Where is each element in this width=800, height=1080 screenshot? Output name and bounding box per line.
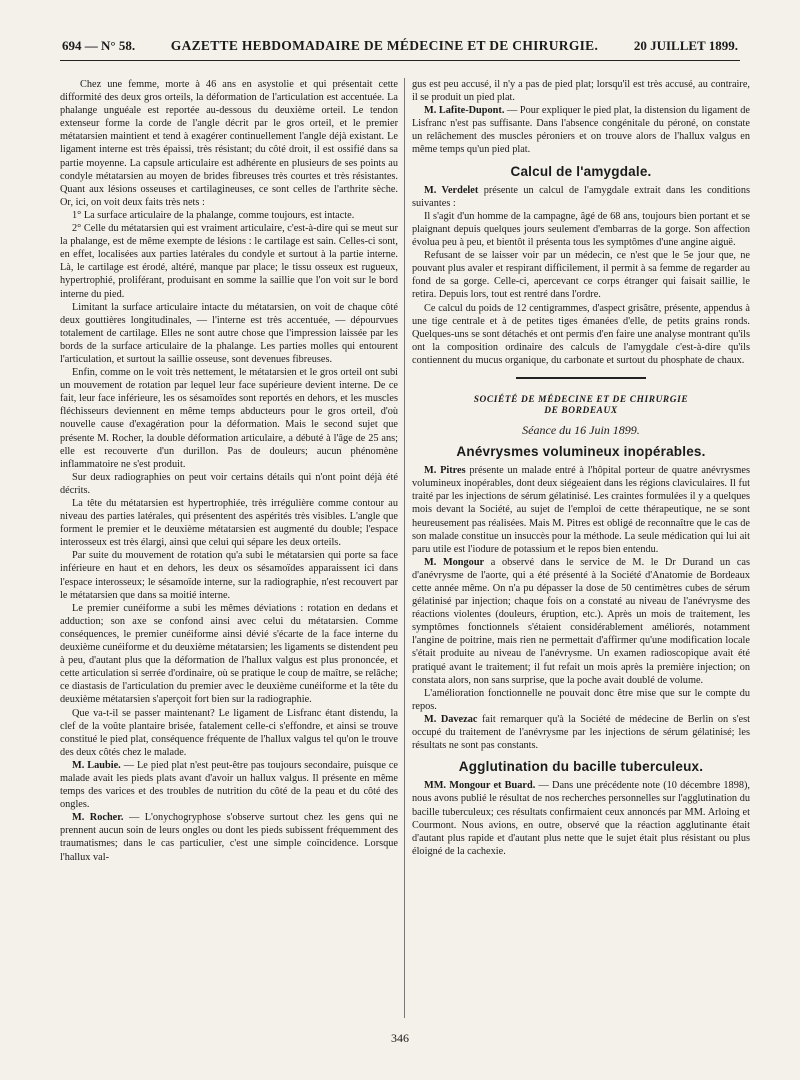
speaker-name: M. Davezac — [424, 713, 478, 725]
paragraph: Sur deux radiographies on peut voir certains détails qui n'ont point déjà été décrits. — [60, 471, 398, 496]
paragraph: 2° Celle du métatarsien qui est vraiment articulaire, c'est-à-dire qui se meut sur la phalange, est de même exempte de lésions : le cartilage est sain. Celles-ci sont, en effet, localisées aux parties latérales du condyle et surtout à la partie interne. Là, le cartilage est érodé, altéré, manque par place; le tissu osseux est rugueux, hypertrophié, proliférant, produisant en somme la saillie que l'on voit sur le bord interne du pied. — [60, 223, 398, 300]
paragraph: 1° La surface articulaire de la phalange, comme toujours, est intacte. — [72, 209, 355, 221]
paragraph: L'amélioration fonctionnelle ne pouvait donc être mise que sur le compte du repos. — [412, 687, 750, 712]
section-separator — [516, 377, 646, 379]
paragraph-text: présente un calcul de l'amygdale extrait dans les conditions suivantes : — [412, 184, 750, 209]
society-title-line: DE BORDEAUX — [544, 405, 618, 416]
section-heading: Anévrysmes volumineux inopérables. — [456, 444, 706, 460]
section-heading: Agglutination du bacille tuberculeux. — [458, 759, 704, 775]
speaker-name: M. Verdelet — [424, 184, 479, 196]
paragraph — [60, 759, 398, 811]
journal-title: GAZETTE HEBDOMADAIRE DE MÉDECINE ET DE CHIRURGIE. — [170, 38, 599, 53]
right-column — [412, 78, 750, 858]
paragraph — [60, 811, 398, 863]
page-number: 694 — N° 58. — [62, 38, 136, 53]
paragraph: La tête du métatarsien est hypertrophiée, très irrégulière comme contour au niveau des parties latérales, qui présentent des aspérités très visibles. L'angle que forment le premier et le deuxième métatarsien est augmenté du double; l'espace interosseux est très élargi, ainsi que celui qui sépare les deux orteils. — [60, 498, 398, 549]
paragraph: Que va-t-il se passer maintenant? Le ligament de Lisfranc étant distendu, la clef de la voûte plantaire brisée, fatalement celle-ci s'effondre, et ainsi se trouve constitué le pied plat, conséquence fréquente de l'hallux valgus tel qu'on le trouve des deux côtés chez le malade. — [60, 707, 398, 758]
paragraph: gus est peu accusé, il n'y a pas de pied plat; lorsqu'il est très accusé, au contraire, il se produit un pied plat. — [412, 79, 750, 104]
paragraph — [412, 184, 750, 210]
paragraph-text: — Le pied plat n'est peut-être pas toujours secondaire, puisque ce malade avait les pieds plats avant d'avoir un hallux valgus. Il présente en même temps des varices et des troubles de nutrition du côté de la peau et du côté des ongles. — [60, 759, 399, 811]
paragraph-text: — L'onychogryphose s'observe surtout chez les gens qui ne prennent aucun soin de leurs ongles ou dont les pieds subissent fréquemment des traumatismes; dans le cas particulier, c'est une simple coïncidence. Lorsque l'hallux val- — [60, 812, 398, 863]
paragraph-text: — Pour expliquer le pied plat, la distension du ligament de Lisfranc n'est pas suffisante. Dans l'absence congénitale du péroné, on constate un relâchement des muscles péroniers et on trouve alors de l'hallux valgus en même temps qu'un pied plat. — [412, 105, 750, 156]
society-title-line: SOCIÉTÉ DE MÉDECINE ET DE CHIRURGIE — [473, 394, 689, 405]
paragraph — [412, 713, 750, 752]
paragraph — [412, 779, 750, 858]
paragraph — [412, 464, 750, 556]
paragraph: Le premier cunéiforme a subi les mêmes déviations : rotation en dedans et adduction; son axe se confond ainsi avec celui du métatarsien. Comme conséquences, le premier cunéiforme ainsi dévié s'écarte de la face interne du deuxième cunéiforme et du deuxième métatarsien; les ligaments se distendent peu à peu, d'autant plus que la déformation de l'hallux valgus est plus prononcée, et cette articulation si serrée d'ordinaire, où se pratique le coup de maître, se relâche; ce diastasis de l'articulation du premier avec le deuxième cunéiforme et la tête du deuxième métatarsien s'aperçoit fort bien sur la radiographie. — [60, 602, 398, 706]
paragraph — [412, 104, 750, 156]
paragraph-text: — Dans une précédente note (10 décembre 1898), nous avons publié le résultat de nos recherches personnelles sur l'agglutination du bacille tuberculeux; ces résultats confirmaient ceux annoncés par MM. Arloing et Courmont. Nous avions, en outre, observé que la réaction agglutinante était d'autant plus rapide et d'autant plus nette que le sujet était plus résistant ou plus éloigné de la cachexie. — [412, 780, 750, 857]
paragraph: Ce calcul du poids de 12 centigrammes, d'aspect grisâtre, présente, appendus à une tige centrale et à de petites tiges émanées d'elle, de petits grains ronds. Quelques-uns se sont détachés et ont permis d'en faire une analyse montrant qu'ils ont la composition ordinaire des calculs de l'amygdale c'est-à-dire qu'ils contiennent du mucus organique, du carbonate et surtout du phosphate de chaux. — [412, 302, 750, 366]
paragraph: Chez une femme, morte à 46 ans en asystolie et qui présentait cette difformité des deux gros orteils, la déformation de l'articulation est accentuée. La phalange unguéale est reportée au-dessous du deuxième orteil. Le tendon extenseur forme la corde de l'angle décrit par le gros orteil, et le premier métatarsien maintient et tend à exagérer continuellement l'angle déjà existant. Le ligament interne est très épaissi, très résistant; du côté droit, il est ossifié dans sa partie moyenne. La capsule articulaire est adhérente en plusieurs de ses points au condyle métatarsien au moyen de brides fibreuses très courtes et très résistantes. Quant aux lésions osseuses et cartilagineuses, ce sont celles de l'arthrite sèche. Or, ici, on voit deux faits très nets : — [60, 79, 398, 208]
folio-number: 346 — [391, 1031, 409, 1045]
speaker-name: M. Rocher. — [72, 812, 124, 824]
paragraph: Refusant de se laisser voir par un médecin, ce n'est que le 5e jour que, ne pouvant plus avaler et respirant difficilement, il permit à sa femme de regarder au fond de sa gorge. Celle-ci, apercevant ce corps étranger qui faisait saillie, le retira. Depuis lors, tout est rentré dans l'ordre. — [412, 250, 750, 301]
paragraph: Il s'agit d'un homme de la campagne, âgé de 68 ans, toujours bien portant et se plaignant depuis quelques jours seulement d'embarras de la gorge. Son affection évolua peu à peu, et bientôt il présenta tous les symptômes d'une angine aiguë. — [412, 210, 750, 249]
paragraph-text: fait remarquer qu'à la Société de médecine de Berlin on s'est occupé du traitement de l'anévrysme par les injections de sérum gélatinisé; les résultats ne sont pas constants. — [412, 713, 750, 752]
paragraph: Limitant la surface articulaire intacte du métatarsien, on voit de chaque côté deux gouttières longitudinales, — l'interne est très accentuée, — dépourvues totalement de cartilage. Elles ne sont autre chose que l'impression laissée par les bords de la surface articulaire de la phalange. Les parties molles qui entourent l'articulation, et surtout la saillie osseuse, sont devenues fibreuses. — [60, 301, 398, 365]
society-title — [412, 395, 750, 417]
running-head — [62, 38, 738, 54]
speaker-name: M. Laubie. — [72, 759, 121, 771]
speaker-name: M. Lafite-Dupont. — [424, 105, 505, 117]
paragraph-text: présente un malade entré à l'hôpital porteur de quatre anévrysmes volumineux inopérables, dont deux siégeaient dans les régions claviculaires. Il fut traité par les injections de sérum gélatinisé. Les craintes formulées il y a quelques mois devant la Société, au sujet de l'emploi de cette thérapeutique, ne se sont heureusement pas réalisées. Mais M. Pitres est obligé de reconnaître que le cas de son malade constitue un insuccès pour la méthode. La seule médication qui lui ait paru utile est l'iodure de potassium et le repos bien entendu. — [412, 465, 750, 555]
speaker-name: M. Mongour — [424, 556, 485, 568]
paragraph: Par suite du mouvement de rotation qu'a subi le métatarsien qui porte sa face inférieure en haut et en dehors, les deux os sésamoïdes apparaissent ici dans l'espace interosseux; le sésamoïde interne, sur la radiographie, n'est recouvert par le métatarsien que dans sa moitié interne. — [60, 550, 398, 601]
section-heading: Calcul de l'amygdale. — [510, 163, 652, 179]
issue-date: 20 JUILLET 1899. — [633, 38, 738, 53]
paragraph-text: a observé dans le service de M. le Dr Durand un cas d'anévrysme de l'aorte, qui a été présenté à la Société d'Anatomie de Bordeaux cette année même. On n'a pu dépasser la dose de 50 centimètres cubes de sérum gélatinisé par injection; chaque fois on a constaté au niveau de l'anévrysme des réactions violentes (douleurs, éruption, etc.). Après un mois de traitement, les symptômes fonctionnels s'étaient considérablement améliorés, notamment l'angine de poitrine, mais rien ne permettait d'affirmer qu'une modification locale s'était produite au niveau de l'anévrysme. Un examen radioscopique avait été pratiqué avant le traitement; il fut refait un mois après la première injection; on constata alors, non sans surprise, que la poche avait doublé de volume. — [412, 556, 751, 686]
left-column — [60, 78, 398, 864]
paragraph — [412, 556, 750, 687]
column-divider — [404, 78, 405, 1018]
speaker-name: MM. Mongour et Buard. — [424, 780, 536, 792]
speaker-name: M. Pitres — [424, 465, 466, 477]
paragraph: Enfin, comme on le voit très nettement, le métatarsien et le gros orteil ont subi un mouvement de rotation par lequel leur face supérieure devient interne. De ce fait, leur face inférieure, les os sésamoïdes sont reportés en dehors, et les muscles fléchisseurs deviennent en même temps abducteurs pour le gros orteil, d'où nouvelle cause d'exagération pour la déformation. Mais le second sujet que présente M. Rocher, la double déformation articulaire, a débuté à l'âge de 25 ans; elle est recouverte d'un durillon. Pas de douleurs; aucun phénomène inflammatoire ne s'est produit. — [60, 367, 398, 470]
session-date: Séance du 16 Juin 1899. — [522, 422, 640, 437]
header-rule — [60, 60, 740, 61]
